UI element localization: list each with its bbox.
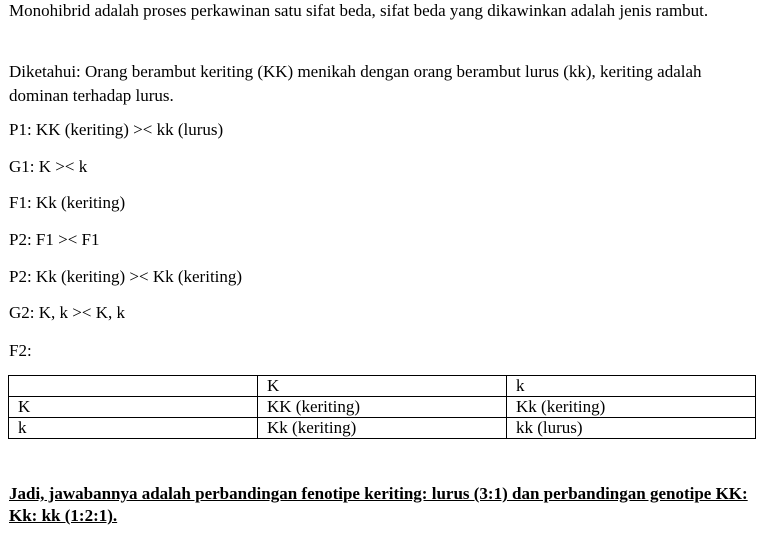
given-paragraph: Diketahui: Orang berambut keriting (KK) menikah dengan orang berambut lurus (kk), keriting adalah dominan terhadap lurus. bbox=[9, 62, 702, 105]
table-header-cell: K bbox=[258, 376, 507, 397]
intro-paragraph: Monohibrid adalah proses perkawinan satu sifat beda, sifat beda yang dikawinkan adalah jenis rambut. bbox=[9, 1, 709, 20]
parent-cross-p2-f1: P2: F1 >< F1 bbox=[9, 230, 100, 249]
punnett-square-table bbox=[8, 375, 756, 439]
table-row-label: K bbox=[9, 397, 258, 418]
table-cell: kk (lurus) bbox=[507, 418, 756, 439]
conclusion-paragraph: Jadi, jawabannya adalah perbandingan fenotipe keriting: lurus (3:1) dan perbandingan genotipe KK: Kk: kk (1:2:1). bbox=[9, 484, 748, 525]
parent-cross-p2-genotype: P2: Kk (keriting) >< Kk (keriting) bbox=[9, 267, 243, 286]
table-row bbox=[9, 418, 756, 439]
table-cell: Kk (keriting) bbox=[258, 418, 507, 439]
table-row-label: k bbox=[9, 418, 258, 439]
gamete-g1: G1: K >< k bbox=[9, 157, 88, 176]
table-row bbox=[9, 397, 756, 418]
table-header-cell bbox=[9, 376, 258, 397]
gamete-g2: G2: K, k >< K, k bbox=[9, 303, 125, 322]
parent-cross-p1: P1: KK (keriting) >< kk (lurus) bbox=[9, 120, 224, 139]
table-header-row bbox=[9, 376, 756, 397]
offspring-f1: F1: Kk (keriting) bbox=[9, 193, 126, 212]
table-header-cell: k bbox=[507, 376, 756, 397]
table-cell: Kk (keriting) bbox=[507, 397, 756, 418]
offspring-f2-label: F2: bbox=[9, 341, 32, 360]
table-cell: KK (keriting) bbox=[258, 397, 507, 418]
